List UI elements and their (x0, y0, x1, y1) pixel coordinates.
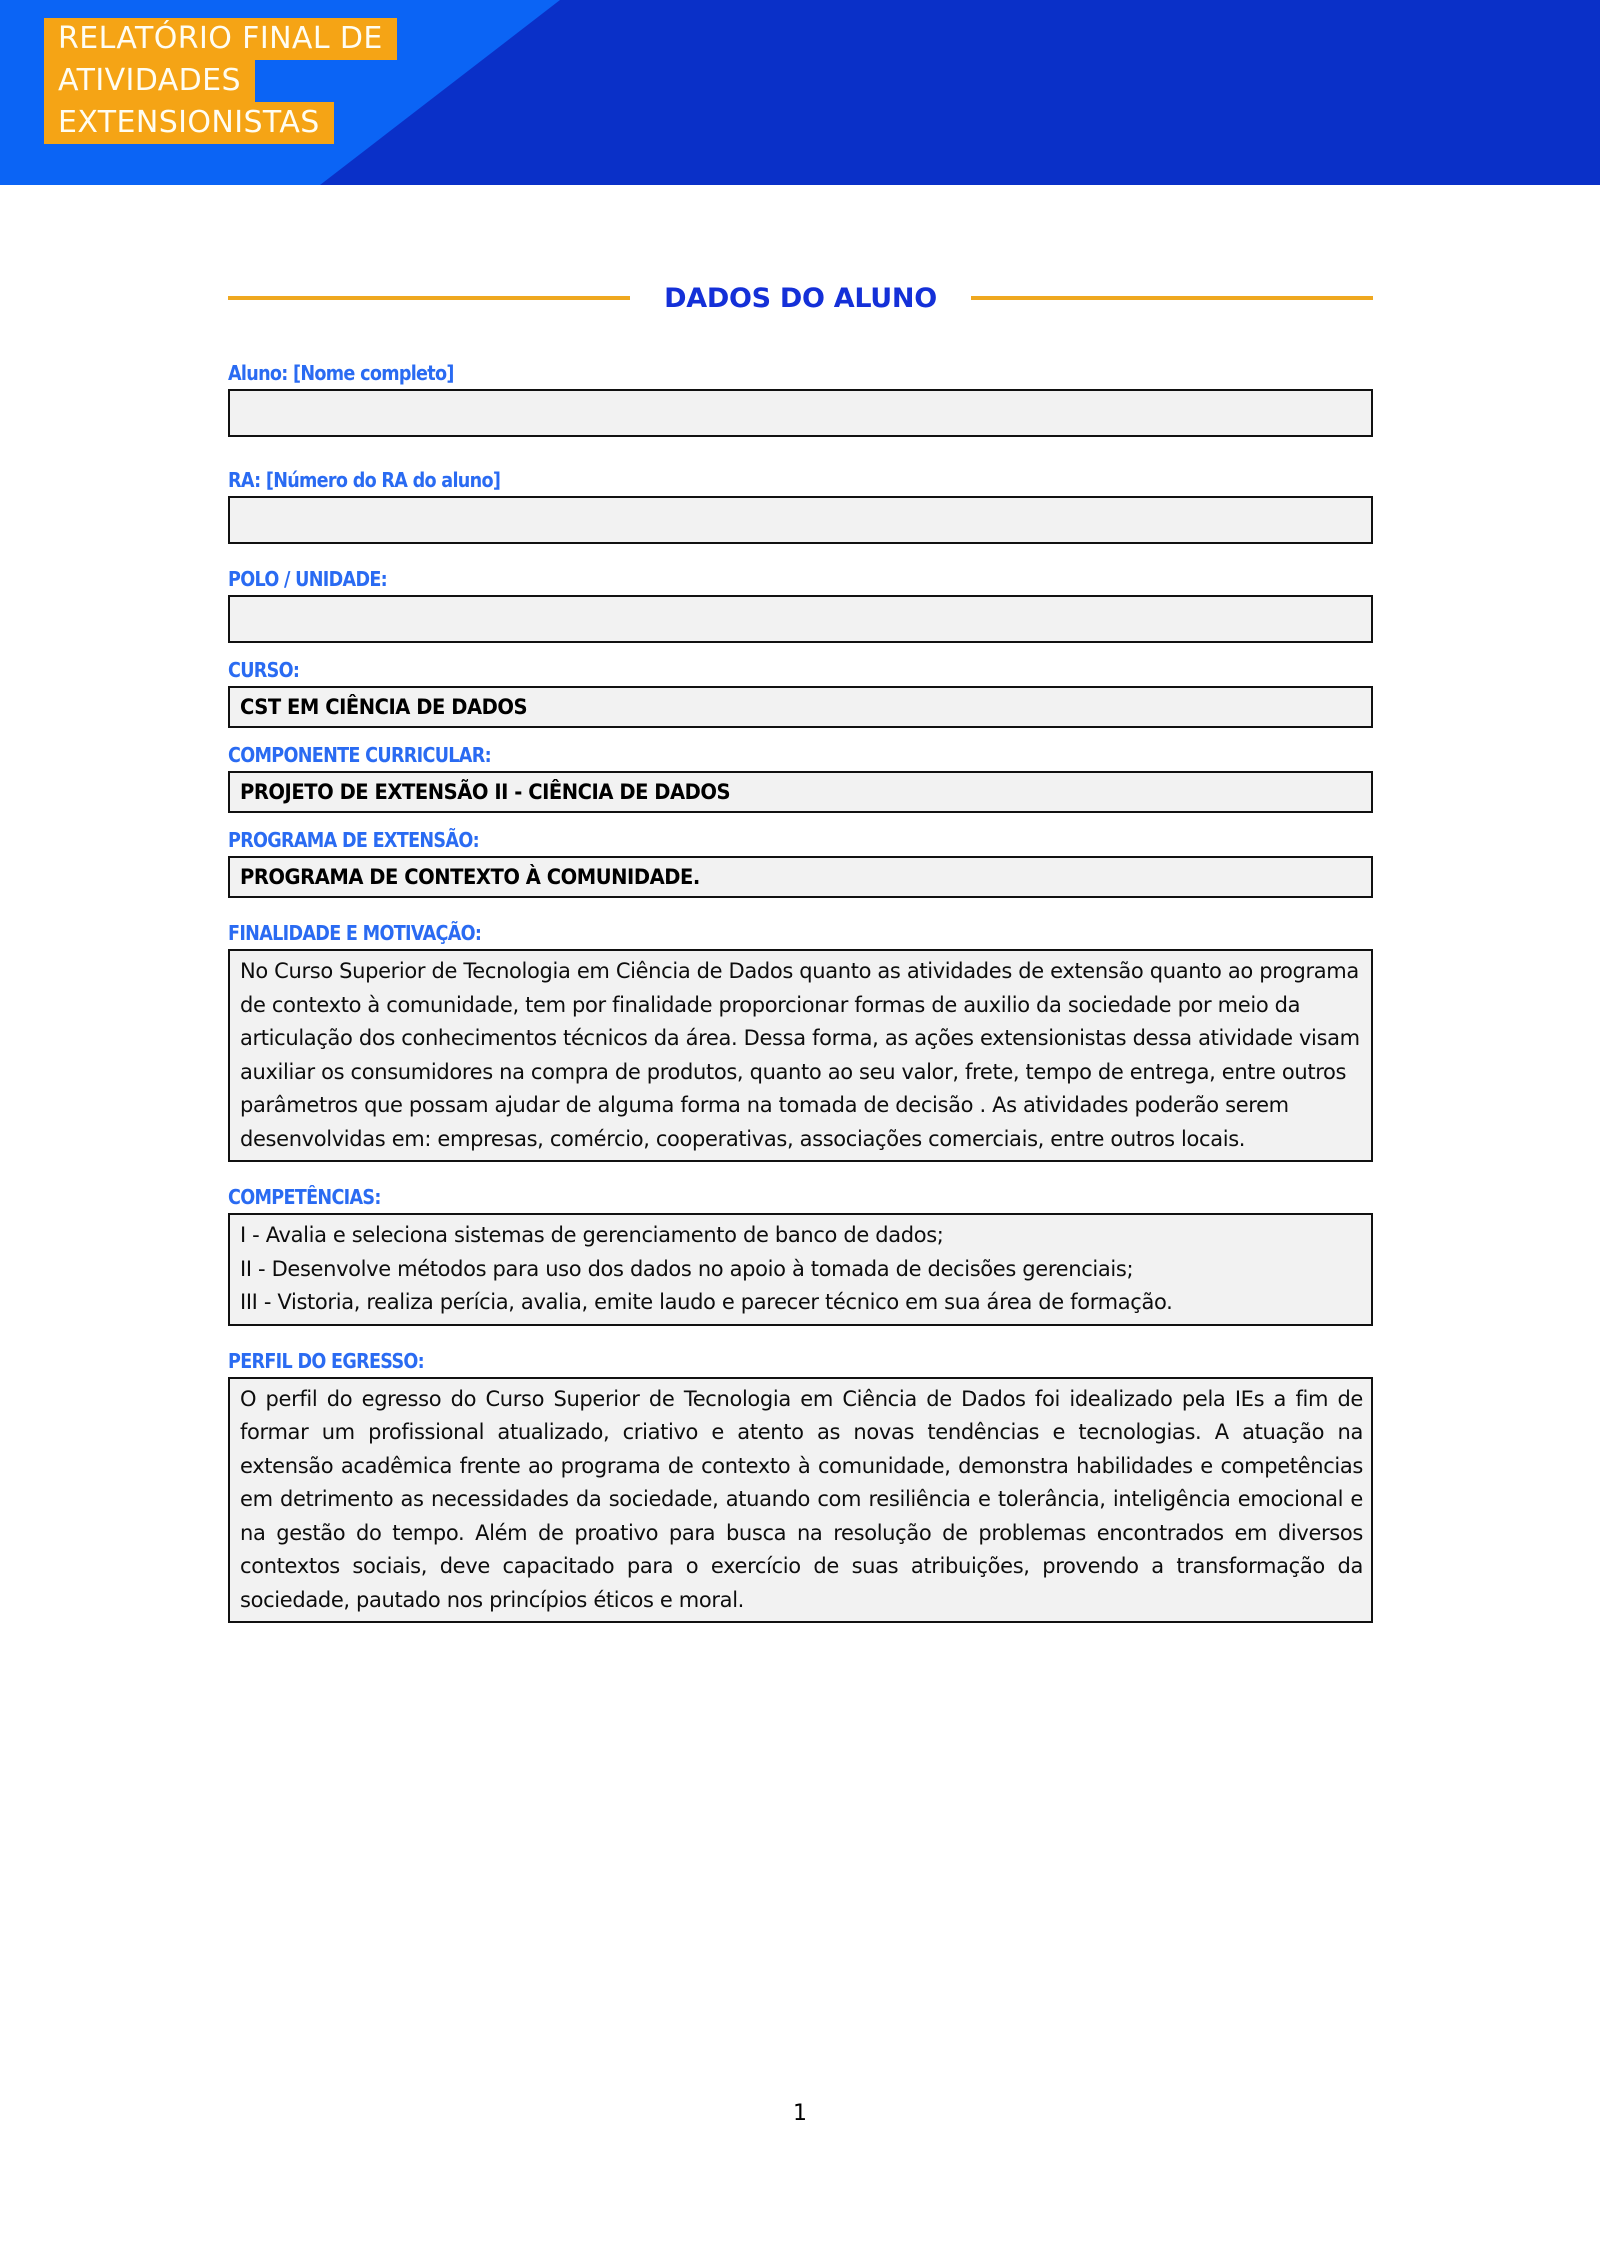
competencia-item-1: I - Avalia e seleciona sistemas de gerenciamento de banco de dados; (240, 1223, 944, 1247)
section-rule-right (971, 296, 1373, 300)
field-label-aluno: Aluno: [Nome completo] (228, 361, 454, 385)
banner-title-block (44, 18, 397, 144)
spacer (228, 813, 1373, 827)
spacer (228, 1162, 1373, 1184)
aluno-input-value (240, 395, 1284, 431)
perfil-egresso-text: O perfil do egresso do Curso Superior de Tecnologia em Ciência de Dados foi idealizado pela IEs a fim de formar um profissional atualizado, criativo e atento as novas tendências e tecnologias. A atuação na extensão acadêmica frente ao programa de contexto à comunidade, demonstra habilidades e competências em detrimento as necessidades da sociedade, atuando com resiliência e tolerância, inteligência emocional e na gestão do tempo. Além de proativo para busca na resolução de problemas encontrados em diversos contextos sociais, deve capacitado para o exercício de suas atribuições, provendo a transformação da sociedade, pautado nos princípios éticos e moral. (240, 1386, 1363, 1612)
ra-input[interactable] (228, 496, 1373, 544)
page-title: DADOS DO ALUNO (664, 282, 937, 314)
curso-input[interactable] (228, 686, 1373, 728)
field-label-ra: RA: [Número do RA do aluno] (228, 468, 501, 492)
perfil-egresso-textarea[interactable] (228, 1377, 1373, 1624)
finalidade-motivacao-text: No Curso Superior de Tecnologia em Ciência de Dados quanto as atividades de extensão quanto ao programa de contexto à comunidade, tem por finalidade proporcionar formas de auxilio da sociedade por meio da articulação dos conhecimentos técnicos da área. Dessa forma, as ações extensionistas dessa atividade visam auxiliar os consumidores na compra de produtos, quanto ao seu valor, frete, tempo de entrega, entre outros parâmetros que possam ajudar de alguma forma na tomada de decisão . As atividades poderão serem desenvolvidas em: empresas, comércio, cooperativas, associações comerciais, entre outros locais. (240, 959, 1360, 1151)
field-curso (228, 657, 1373, 728)
curso-input-value: CST EM CIÊNCIA DE DADOS (240, 695, 528, 719)
section-header (228, 275, 1373, 321)
field-polo (228, 566, 1373, 643)
componente-curricular-input-value: PROJETO DE EXTENSÃO II - CIÊNCIA DE DADOS (240, 780, 731, 804)
field-competencias (228, 1184, 1373, 1326)
field-programa-extensao (228, 827, 1373, 898)
spacer (228, 1326, 1373, 1348)
spacer (228, 643, 1373, 657)
programa-extensao-input[interactable] (228, 856, 1373, 898)
field-label-curso: CURSO: (228, 658, 300, 682)
field-label-finalidade-motivacao: FINALIDADE E MOTIVAÇÃO: (228, 921, 482, 945)
field-label-programa-extensao: PROGRAMA DE EXTENSÃO: (228, 828, 479, 852)
spacer (228, 544, 1373, 566)
componente-curricular-input[interactable] (228, 771, 1373, 813)
ra-input-value (240, 502, 1284, 538)
banner-title-line-2: ATIVIDADES (44, 60, 255, 102)
field-label-competencias: COMPETÊNCIAS: (228, 1185, 381, 1209)
field-label-polo: POLO / UNIDADE: (228, 567, 388, 591)
field-ra (228, 467, 1373, 544)
banner-title-line-1: RELATÓRIO FINAL DE (44, 18, 397, 60)
competencias-textarea[interactable] (228, 1213, 1373, 1326)
finalidade-motivacao-textarea[interactable] (228, 949, 1373, 1162)
polo-input-value (240, 601, 1284, 637)
banner-title-line-3: EXTENSIONISTAS (44, 102, 334, 144)
spacer (228, 728, 1373, 742)
field-aluno (228, 360, 1373, 437)
document-page (0, 185, 1600, 2263)
field-perfil-egresso (228, 1348, 1373, 1624)
form-fields (228, 360, 1373, 1623)
field-label-perfil-egresso: PERFIL DO EGRESSO: (228, 1348, 425, 1373)
header-banner (0, 0, 1600, 185)
field-finalidade-motivacao (228, 920, 1373, 1162)
field-label-componente-curricular: COMPONENTE CURRICULAR: (228, 743, 491, 767)
section-rule-left (228, 296, 630, 300)
competencia-item-2: II - Desenvolve métodos para uso dos dados no apoio à tomada de decisões gerenciais; (240, 1256, 1134, 1281)
polo-input[interactable] (228, 595, 1373, 643)
competencia-item-3: III - Vistoria, realiza perícia, avalia, emite laudo e parecer técnico em sua área de formação. (240, 1290, 1173, 1314)
spacer (228, 437, 1373, 467)
programa-extensao-input-value: PROGRAMA DE CONTEXTO À COMUNIDADE. (240, 865, 700, 889)
spacer (228, 898, 1373, 920)
page-number: 1 (793, 2101, 807, 2126)
aluno-input[interactable] (228, 389, 1373, 437)
field-componente-curricular (228, 742, 1373, 813)
